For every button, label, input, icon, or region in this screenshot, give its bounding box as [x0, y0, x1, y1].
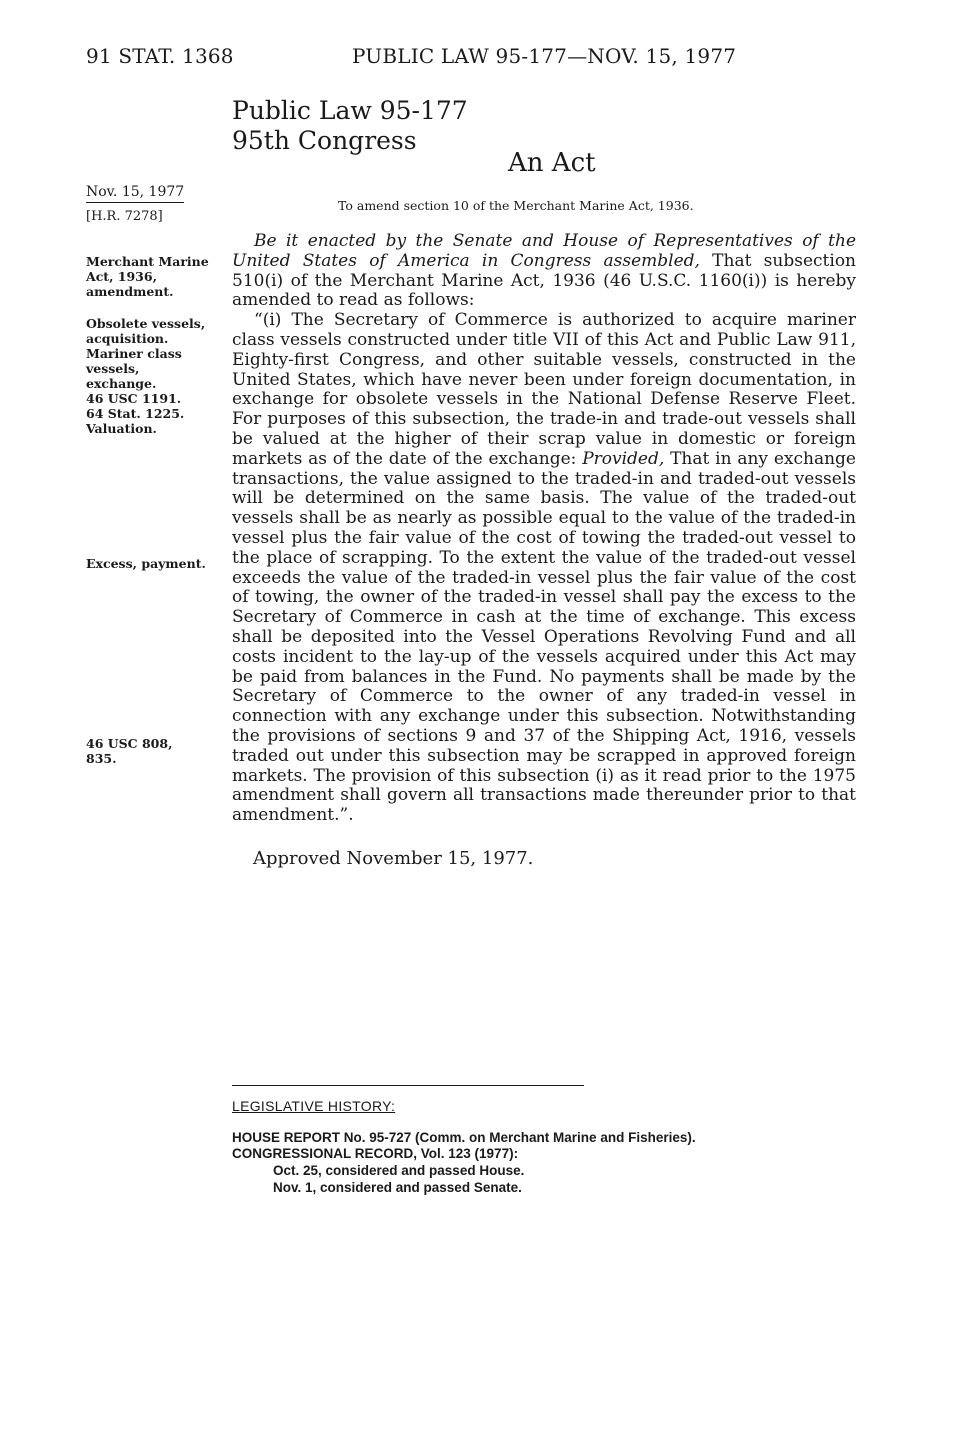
congress-number: 95th Congress: [232, 126, 417, 155]
public-law-number: Public Law 95-177: [232, 96, 468, 125]
margin-note-amendment: Merchant Marine Act, 1936, amendment.: [86, 254, 209, 299]
law-title-block: [232, 96, 468, 156]
history-entry: Nov. 1, considered and passed Senate.: [273, 1180, 522, 1195]
legislative-history-divider: [232, 1085, 584, 1086]
approval-line: Approved November 15, 1977.: [253, 848, 534, 869]
enacting-clause: [232, 232, 856, 311]
subsection-text-rest: That in any exchange transactions, the value assigned to the traded-in and traded-out vessels will be determined on the same basis. The value of the traded-out vessels shall be as nearly as possible equal to the value of the traded-in vessel plus the fair value of the cost of towing the traded-out vessel to the place of scrapping. To the extent the value of the traded-out vessel exceeds the value of the traded-in vessel plus the fair value of the cost of towing, the owner of the traded-in vessel shall pay the excess to the Secretary of Commerce in cash at the time of exchange. This excess shall be deposited into the Vessel Operations Revolving Fund and all costs incident to the lay-up of the vessels acquired under this Act may be paid from balances in the Fund. No payments shall be made by the Secretary of Commerce to the owner of any traded-in vessel in connection with any exchange under this subsection. Notwithstanding the provisions of sections 9 and 37 of the Shipping Act, 1916, vessels traded out under this subsection may be scrapped in approved foreign markets. The provision of this subsection (i) as it read prior to the 1975 amendment shall govern all transactions made thereunder prior to that amendment.”.: [232, 448, 856, 826]
act-body: [232, 232, 856, 826]
margin-note-obsolete-vessels: Obsolete vessels, acquisition. Mariner class vessels, exchange. 46 USC 1191. 64 Stat. 1225. Valuation.: [86, 316, 206, 436]
running-title: PUBLIC LAW 95-177—NOV. 15, 1977: [352, 44, 737, 68]
provided-keyword: Provided,: [582, 448, 665, 469]
stat-reference: 91 STAT. 1368: [86, 44, 234, 68]
margin-note-excess-payment: Excess, payment.: [86, 556, 206, 571]
margin-note-usc-reference: 46 USC 808, 835.: [86, 736, 173, 766]
enacting-formula: Be it enacted by the Senate and House of Representatives of the United States of America in Congress assembled,: [232, 231, 856, 271]
enacting-text: That subsection 510(i) of the Merchant Marine Act, 1936 (46 U.S.C. 1160(i)) is hereby amended to read as follows:: [232, 250, 856, 311]
legislative-history-heading: LEGISLATIVE HISTORY:: [232, 1098, 396, 1114]
house-report: HOUSE REPORT No. 95-727 (Comm. on Merchant Marine and Fisheries).: [232, 1130, 696, 1145]
margin-date-block: [86, 184, 214, 224]
amended-subsection: [232, 311, 856, 826]
congressional-record: CONGRESSIONAL RECORD, Vol. 123 (1977):: [232, 1146, 519, 1161]
enactment-date: Nov. 15, 1977: [86, 184, 184, 203]
act-purpose: To amend section 10 of the Merchant Marine Act, 1936.: [338, 198, 694, 213]
subsection-text-start: “(i) The Secretary of Commerce is authorized to acquire mariner class vessels constructed under title VII of this Act and Public Law 911, Eighty-first Congress, and other suitable vessels, constructed in the United States, which have never been under foreign documentation, in exchange for obsolete vessels in the National Defense Reserve Fleet. For purposes of this subsection, the trade-in and trade-out vessels shall be valued at the higher of their scrap value in domestic or foreign markets as of the date of the exchange:: [232, 310, 856, 469]
bill-number: [H.R. 7278]: [86, 209, 163, 224]
act-heading: An Act: [508, 148, 596, 178]
history-entry: Oct. 25, considered and passed House.: [273, 1163, 525, 1178]
